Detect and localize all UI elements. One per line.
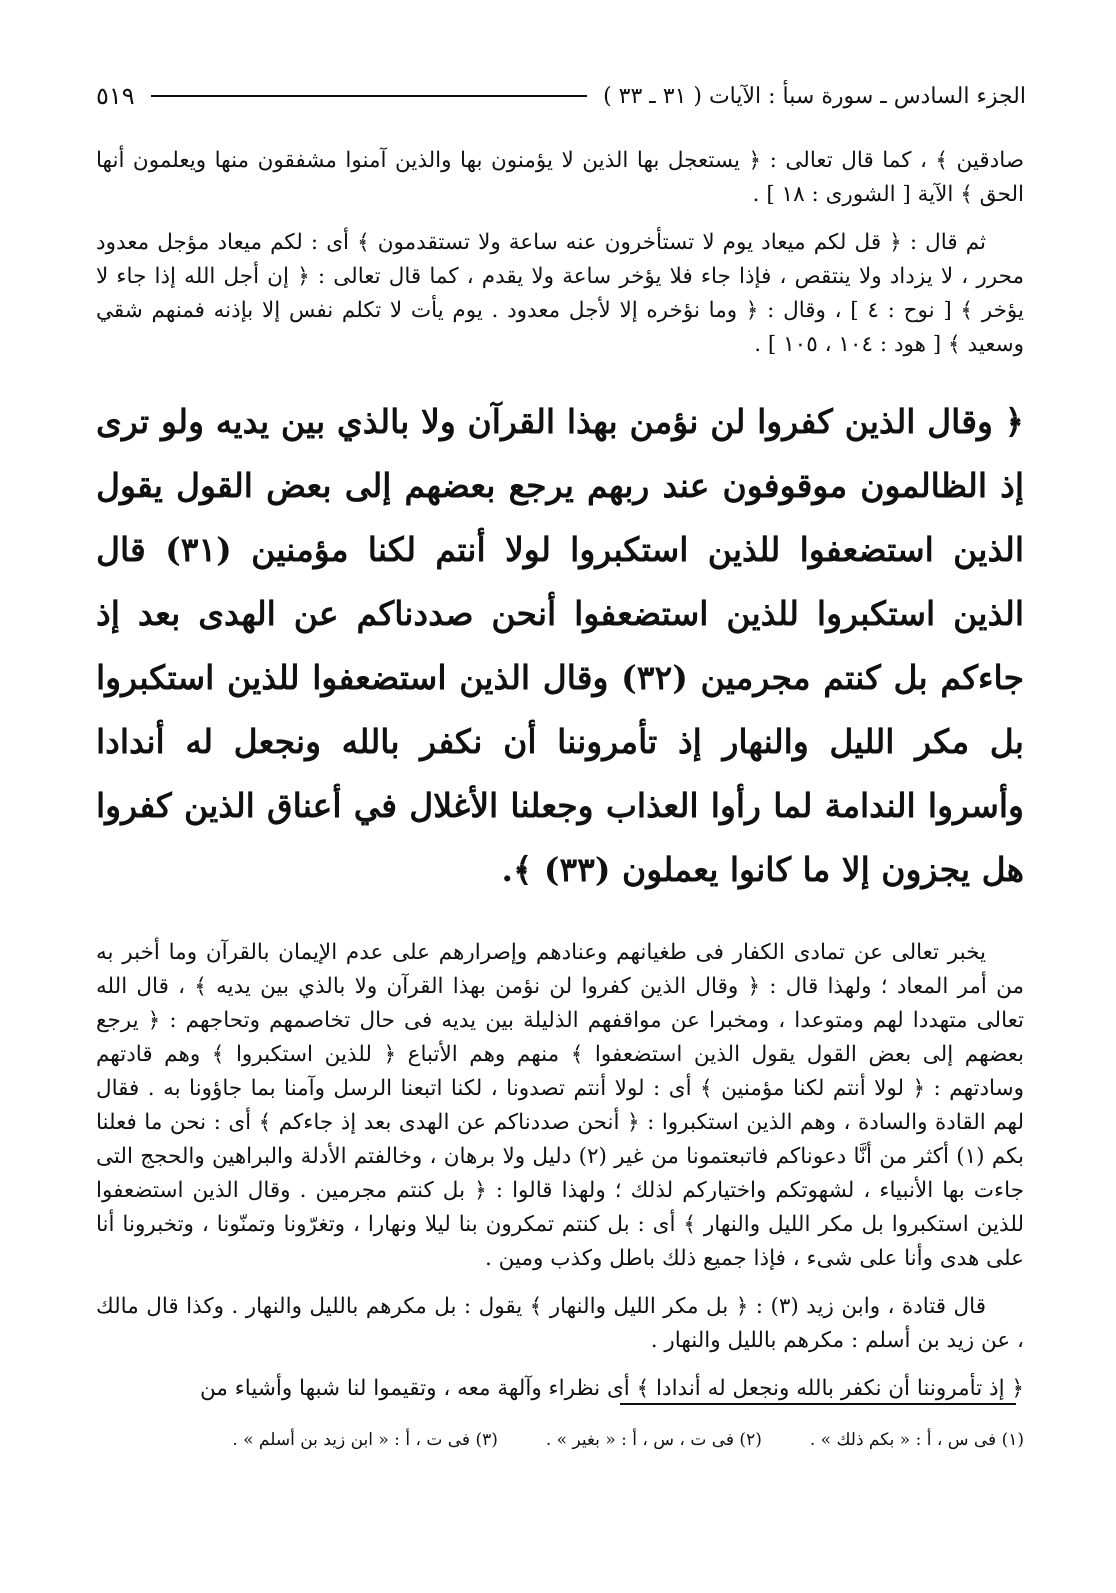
page-header xyxy=(96,76,1026,116)
footnote-3: (٣) فى ت ، أ : « ابن زيد بن أسلم » . xyxy=(232,1430,498,1450)
footnote-2: (٢) فى ت ، س ، أ : « بغير » . xyxy=(545,1430,762,1450)
running-head: الجزء السادس ـ سورة سبأ : الآيات ( ٣١ ـ ٣٣ ) xyxy=(603,83,1026,109)
commentary-paragraph-2: قال قتادة ، وابن زيد (٣) : ﴿ بل مكر الليل والنهار ﴾ يقول : بل مكرهم بالليل والنهار . وكذا قال مالك ، عن زيد بن أسلم : مكرهم بالليل والنهار . xyxy=(96,1294,1024,1353)
footnote-rule xyxy=(620,1403,1016,1405)
commentary xyxy=(96,936,1024,1406)
page-number: ٥١٩ xyxy=(96,82,135,110)
page-content xyxy=(96,144,1024,1406)
intro-paragraph-1: صادقين ﴾ ، كما قال تعالى : ﴿ يستعجل بها الذين لا يؤمنون بها والذين آمنوا مشفقون منها ويعلمون أنها الحق ﴾ الآية [ الشورى : ١٨ ] . xyxy=(96,148,1025,207)
quran-verse-block xyxy=(96,390,1024,902)
commentary-paragraph-3: ﴿ إذ تأمروننا أن نكفر بالله ونجعل له أندادا ﴾ أى نظراء وآلهة معه ، وتقيموا لنا شبها وأشياء من xyxy=(199,1376,1024,1401)
footnotes xyxy=(140,1430,1024,1450)
footnote-1: (١) فى س ، أ : « بكم ذلك » . xyxy=(809,1430,1024,1450)
quran-verse-text: ﴿ وقال الذين كفروا لن نؤمن بهذا القرآن ولا بالذي بين يديه ولو ترى إذ الظالمون موقوفون عند ربهم يرجع بعضهم إلى بعض القول يقول الذين استضعفوا للذين استكبروا لولا أنتم لكنا مؤمنين (٣١) قال الذين استكبروا للذين استضعفوا أنحن صددناكم عن الهدى بعد إذ جاءكم بل كنتم مجرمين (٣٢) وقال الذين استضعفوا للذين استكبروا بل مكر الليل والنهار إذ تأمروننا أن نكفر بالله ونجعل له أندادا وأسروا الندامة لما رأوا العذاب وجعلنا الأغلال في أعناق الذين كفروا هل يجزون إلا ما كانوا يعملون (٣٣) ﴾. xyxy=(96,402,1024,889)
commentary-paragraph-1: يخبر تعالى عن تمادى الكفار فى طغيانهم وعنادهم وإصرارهم على عدم الإيمان بالقرآن وما أخبر به من أمر المعاد ؛ ولهذا قال : ﴿ وقال الذين كفروا لن نؤمن بهذا القرآن ولا بالذي بين يديه ﴾ ، قال الله تعالى متهددا لهم ومتوعدا ، ومخبرا عن مواقفهم الذليلة بين يديه فى حال تخاصمهم وتحاجهم : ﴿ يرجع بعضهم إلى بعض القول يقول الذين استضعفوا ﴾ منهم وهم الأتباع ﴿ للذين استكبروا ﴾ وهم قادتهم وسادتهم : ﴿ لولا أنتم لكنا مؤمنين ﴾ أى : لولا أنتم تصدونا ، لكنا اتبعنا الرسل وآمنا بما جاؤونا به . فقال لهم القادة والسادة ، وهم الذين استكبروا : ﴿ أنحن صددناكم عن الهدى بعد إذ جاءكم ﴾ أى : نحن ما فعلنا بكم (١) أكثر من أنَّا دعوناكم فاتبعتمونا من غير (٢) دليل ولا برهان ، وخالفتم الأدلة والبراهين والحجج التى جاءت بها الأنبياء ، لشهوتكم واختياركم لذلك ؛ ولهذا قالوا : ﴿ بل كنتم مجرمين . وقال الذين استضعفوا للذين استكبروا بل مكر الليل والنهار ﴾ أى : بل كنتم تمكرون بنا ليلا ونهارا ، وتغرّونا وتمنّونا ، وتخبرونا أنا على هدى وأنا على شىء ، فإذا جميع ذلك باطل وكذب ومين . xyxy=(96,940,1024,1271)
intro-paragraph-2: ثم قال : ﴿ قل لكم ميعاد يوم لا تستأخرون عنه ساعة ولا تستقدمون ﴾ أى : لكم ميعاد مؤجل معدود محرر ، لا يزداد ولا ينتقص ، فإذا جاء فلا يؤخر ساعة ولا يقدم ، كما قال تعالى : ﴿ إن أجل الله إذا جاء لا يؤخر ﴾ [ نوح : ٤ ] ، وقال : ﴿ وما نؤخره إلا لأجل معدود . يوم يأت لا تكلم نفس إلا بإذنه فمنهم شقي وسعيد ﴾ [ هود : ١٠٤ ، ١٠٥ ] . xyxy=(96,230,1024,357)
header-rule xyxy=(151,95,587,97)
